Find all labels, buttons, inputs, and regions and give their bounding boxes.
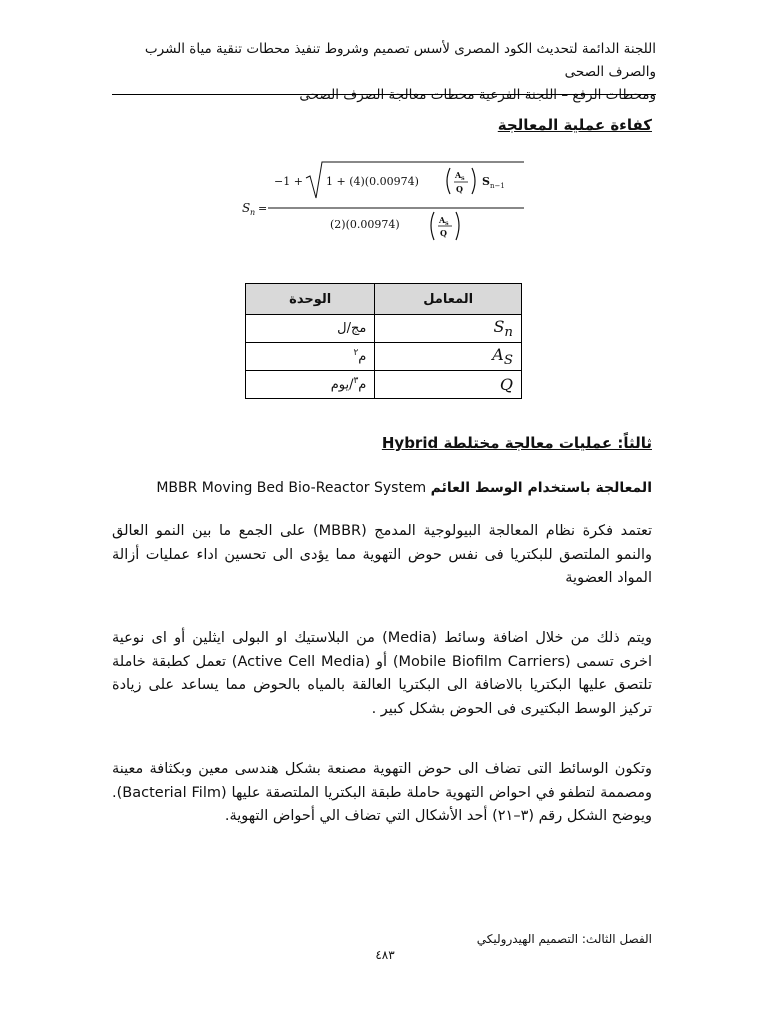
section-title: كفاءة عملية المعالجة <box>497 116 652 134</box>
paren-right <box>472 168 475 194</box>
param-symbol: Q <box>375 371 522 399</box>
table-row <box>246 315 522 343</box>
paragraph-1: تعتمد فكرة نظام المعالجة البيولوجية المدمج (MBBR) على الجمع ما بين النمو العالق والنمو الملتصق للبكتريا فى نفس حوض التهوية مما يؤدى الى تحسين اداء عمليات أزالة المواد العضوية <box>112 523 652 586</box>
table-row <box>246 343 522 371</box>
table-row <box>246 371 522 399</box>
header-divider <box>112 94 656 95</box>
formula-lhs: S <box>242 201 251 215</box>
paragraph-3: وتكون الوسائط التى تضاف الى حوض التهوية مصنعة بشكل هندسى معين وبكثافة معينة ومصممة لتطفو في احواض التهوية حاملة طبقة البكتريا الملتصقة عليها (Bacterial Film). ويوضح الشكل رقم (٣–٢١) أحد الأشكال التي تضاف الي أحواض التهوية. <box>112 761 652 824</box>
formula-equals: = <box>258 202 268 215</box>
mbbr-english: MBBR Moving Bed Bio-Reactor System <box>156 480 427 496</box>
formula-area-sub: S <box>461 176 465 182</box>
header-unit: الوحدة <box>246 284 375 315</box>
formula-flow: Q <box>456 184 463 194</box>
formula-denominator: (2)(0.00974) <box>330 218 400 231</box>
mbbr-arabic: المعالجة باستخدام الوسط العائم <box>430 480 652 496</box>
formula-s: S <box>482 175 490 188</box>
paren-left <box>447 168 450 194</box>
table-header-row <box>246 284 522 315</box>
param-unit: م$^٣$/يوم <box>246 371 375 399</box>
paragraph-2: ويتم ذلك من خلال اضافة وسائط (Media) من البلاستيك او البولى ايثلين أو اى نوعية اخرى تسمى (Mobile Biofilm Carriers) أو (Active Cell Media) تعمل كطبقة خاملة تلتصق عليها البكتريا بالاضافة الى البكتريا العالقة بالمياه بالحوض مما يساعد على زيادة تركيز الوسط البكتيرى فى الحوض بشكل كبير . <box>112 630 652 717</box>
formula-area-num: A <box>455 170 462 180</box>
footer-chapter: الفصل الثالث: التصميم الهيدروليكي <box>476 932 652 946</box>
header-param: المعامل <box>375 284 522 315</box>
parameters-table <box>245 283 522 399</box>
formula-s-sub: n−1 <box>490 182 505 190</box>
formula-den-area: A <box>439 215 446 225</box>
param-symbol: $A_S$ <box>375 343 522 371</box>
mbbr-subtitle <box>156 480 652 496</box>
efficiency-formula <box>236 160 536 244</box>
page-number: ٤٨٣ <box>375 948 395 962</box>
formula-den-flow: Q <box>440 228 447 238</box>
param-symbol: $S_n$ <box>375 315 522 343</box>
header-line-2: ومحطات الرفع – اللجنة الفرعية محطات معالجة الصرف الصحى <box>299 87 656 103</box>
formula-lhs-sub: n <box>250 208 256 217</box>
formula-minus-one: −1 + <box>274 175 303 188</box>
page-header <box>112 38 656 107</box>
formula-den-area-sub: S <box>445 221 449 227</box>
param-unit: مج/ل <box>246 315 375 343</box>
formula-radicand-prefix: 1 + (4)(0.00974) <box>326 175 419 188</box>
header-line-1: اللجنة الدائمة لتحديث الكود المصرى لأسس تصميم وشروط تنفيذ محطات تنقية مياة الشرب والصرف الصحى <box>144 41 656 80</box>
hybrid-section-title: ثالثاً: عمليات معالجة مختلطة Hybrid <box>381 434 652 452</box>
param-unit: م$^٢$ <box>246 343 375 371</box>
